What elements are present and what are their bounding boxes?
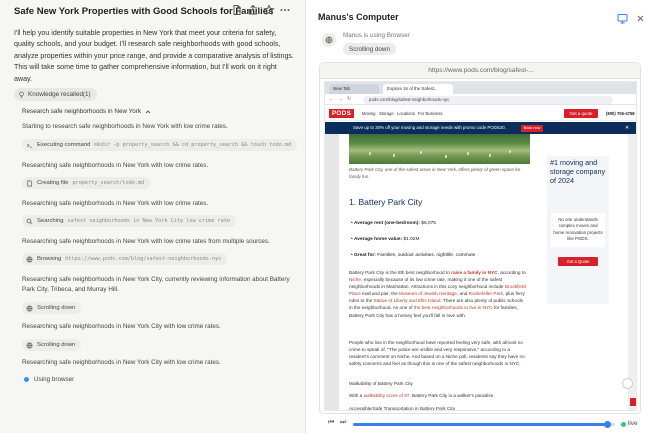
computer-title: Manus's Computer	[318, 12, 399, 22]
site-header	[325, 106, 637, 121]
pods-logo[interactable]: PODS	[329, 109, 354, 118]
tool-chip-label: Scrolling down	[37, 305, 76, 311]
reload-icon[interactable]: ↻	[347, 96, 352, 102]
fact-great-for: • Great for: Families, outdoor activities, nightlife, commute	[351, 253, 476, 258]
browser-url: https://www.pods.com/blog/safest-...	[320, 63, 641, 79]
globe-icon	[26, 305, 33, 312]
progress-slider[interactable]	[353, 423, 615, 426]
article-paragraph: People who live in the neighborhood have reported feeling very safe, with almost no crime to speak of. "The police are visible and very responsive," according to a resident's comment on Niche. And based on a Niche poll, residents say they have no safety concerns and feel as though this is one of the safest neighborhoods in NYC.	[349, 340, 525, 367]
chat-pane	[0, 0, 305, 433]
site-phone[interactable]: (800) 706-4758	[606, 111, 635, 116]
tool-chip-label: Scrolling down	[37, 342, 76, 348]
tool-chip-execute[interactable]	[22, 139, 297, 151]
chevron-up-icon	[145, 109, 151, 115]
page-gutter	[325, 134, 339, 411]
fact-value: $6,075	[421, 221, 436, 226]
tool-avatar	[322, 33, 336, 47]
floating-badge[interactable]	[630, 398, 637, 406]
fact-rent: • Average rent (one-bedroom): $6,075	[351, 221, 436, 226]
globe-icon	[26, 342, 33, 349]
tool-chip-browse[interactable]	[22, 253, 227, 265]
assistant-message: I'll help you identify suitable properties in New York that meet your criteria for safety, quality schools, and your budget. I'll research safe neighborhoods with good schools, analyze properties within your price range, and provide a comparative analysis of listings. This will take some time to gather comprehensive information, but I'll work on it right away.	[14, 29, 294, 83]
tool-chip-scroll[interactable]	[22, 339, 81, 351]
back-icon[interactable]: ←	[329, 96, 334, 102]
chrome-tab-active[interactable]: Explore 16 of the Safest...	[383, 84, 453, 94]
subsection-title: Accessible/Safe Transportation in Battery Park City	[349, 406, 456, 411]
ad-quote-button[interactable]: Get a Quote	[558, 257, 598, 266]
computer-action-chip: Scrolling down	[343, 43, 396, 55]
edit-file-icon	[26, 180, 33, 187]
task-title: Safe New York Properties with Good Schools for Families	[14, 6, 274, 17]
status-line: Researching safe neighborhoods in New York with low crime rates.	[22, 200, 209, 207]
forward-icon[interactable]: →	[338, 96, 343, 102]
ad-title: #1 moving and storage company of 2024	[550, 158, 606, 185]
fact-home-value: • Average home value: $1.02M	[351, 237, 420, 242]
knowledge-pill-label: Knowledge recalled(1)	[28, 91, 91, 98]
document-icon[interactable]	[231, 4, 243, 16]
task-header	[0, 0, 305, 22]
sidebar-ad	[547, 156, 609, 304]
status-line: Researching safe neighborhoods in New York City, currently reviewing information about Battery Park City, Tribeca, and Murray Hill.	[22, 276, 290, 293]
knowledge-recalled-pill[interactable]	[14, 88, 97, 101]
search-icon	[26, 218, 33, 225]
activity-dot	[24, 377, 29, 382]
active-step-label: Using browser	[34, 376, 75, 383]
link[interactable]: walkability score of 97	[363, 393, 410, 398]
link[interactable]: Niche	[349, 277, 361, 283]
fact-key: Average rent (one-bedroom):	[354, 221, 420, 226]
promo-text: Save up to 20% off your moving and storage needs with promo code PODS20.	[353, 125, 506, 130]
step-title: Research safe neighborhoods in New York	[22, 108, 142, 115]
link[interactable]: the best neighborhoods to live in NYC	[413, 305, 493, 311]
ad-body: No one understands complex moves and home renovation projects like PODS.	[551, 213, 605, 247]
close-icon[interactable]: ✕	[625, 125, 630, 131]
nav-locations[interactable]: Locations	[397, 111, 415, 116]
link[interactable]: Museum of Jewish Heritage	[399, 291, 457, 297]
tool-chip-label: Browsing	[37, 256, 62, 262]
get-quote-button[interactable]: Get a quote	[564, 109, 598, 118]
tool-chip-label: Creating file	[37, 180, 69, 186]
share-icon[interactable]	[247, 4, 259, 16]
nav-moving[interactable]: Moving	[362, 111, 376, 116]
progress-handle[interactable]	[604, 421, 611, 428]
browser-viewer	[319, 62, 641, 414]
playback-bar	[306, 414, 650, 433]
link[interactable]: Statue of Liberty and Ellis Island	[373, 298, 441, 304]
tool-chip-label: Executing command	[37, 142, 91, 148]
status-line: Researching safe neighborhoods in New York City with low crime rates.	[22, 359, 221, 366]
fact-key: Average home value:	[354, 237, 403, 242]
tool-chip-search[interactable]	[22, 215, 236, 227]
promo-banner	[325, 122, 637, 134]
section-heading: 1. Battery Park City	[349, 197, 423, 207]
live-label[interactable]: live	[628, 420, 638, 427]
book-now-button[interactable]: Book now	[521, 125, 543, 132]
take-control-icon[interactable]	[617, 11, 628, 22]
photo-caption: Battery Park City, one of the safest areas in New York, offers plenty of green space for family fun.	[349, 167, 521, 179]
chrome-address-bar[interactable]: pods.com/blog/safest-neighborhoods-nyc	[363, 96, 613, 104]
fact-value: $1.02M	[403, 237, 420, 242]
globe-icon	[26, 256, 33, 263]
lightbulb-icon	[18, 91, 25, 98]
more-icon[interactable]	[279, 4, 291, 16]
globe-icon	[325, 36, 333, 44]
fact-value: Families, outdoor activities, nightlife, commute	[377, 253, 476, 258]
computer-pane	[306, 0, 650, 433]
tool-chip-arg: safest neighborhoods in New York City low crime rate	[67, 218, 230, 224]
tool-chip-label: Searching	[37, 218, 64, 224]
live-indicator	[621, 422, 626, 427]
chrome-toolbar	[325, 94, 637, 105]
tool-chip-arg: https://www.pods.com/blog/safest-neighborhoods-nyc	[65, 256, 222, 262]
computer-status: Manus is using Browser	[343, 32, 410, 39]
step-header[interactable]	[22, 108, 151, 115]
status-line: Researching safe neighborhoods in New York with low crime rates from multiple sources.	[22, 238, 270, 245]
subsection-title: Walkability of Battery Park City	[349, 381, 413, 386]
minimize-icon[interactable]	[635, 11, 646, 22]
skip-forward-icon[interactable]: ⏭	[340, 419, 347, 426]
link[interactable]: raise a family in NYC	[451, 270, 498, 275]
park-photo	[349, 134, 530, 164]
tool-chip-scroll[interactable]	[22, 302, 81, 314]
article-paragraph: Battery Park City is the 8th best neighborhood to raise a family in NYC, according to Niche, especially because of its low crime rate, making it one of the safest neighborhoods in Manhattan. Attractions in this cozy neighborhood include Brookfield Place mall and pier, the Museum of Jewish Heritage, and Rockefeller Park, plus ferry rides to the Statue of Liberty and Ellis Island. There are also plenty of public schools in the neighborhood. As one of the best neighborhoods to live in NYC for families, Battery Park City has a homey feel you'll fall in love with.	[349, 270, 526, 318]
tool-chip-arg: mkdir -p property_search && cd property_search && touch todo.md	[94, 142, 292, 148]
status-line: Researching safe neighborhoods in New York City with low crime rates.	[22, 323, 221, 330]
link[interactable]: Rockefeller Park	[468, 291, 504, 297]
terminal-icon	[26, 142, 33, 149]
article-paragraph: With a walkability score of 97, Battery Park City is a walker's paradise.	[349, 393, 495, 398]
nav-storage[interactable]: Storage	[379, 111, 394, 116]
progress-fill	[353, 423, 607, 426]
page-gutter	[628, 134, 637, 411]
tool-chip-arg: property_search/todo.md	[72, 180, 145, 186]
status-line: Researching safe neighborhoods in New York with low crime rates.	[22, 162, 209, 169]
star-icon[interactable]	[263, 4, 275, 16]
browser-screenshot[interactable]	[324, 81, 637, 411]
link[interactable]: Brookfield Place	[349, 284, 526, 297]
support-chat-icon[interactable]	[622, 378, 633, 389]
skip-back-icon[interactable]: ⏮	[328, 419, 335, 426]
chrome-tab-strip	[325, 82, 637, 94]
chrome-tab[interactable]: New Tab	[329, 84, 379, 94]
nav-business[interactable]: For Business	[418, 111, 443, 116]
active-step	[24, 376, 74, 383]
status-line: Starting to research safe neighborhoods in New York with low crime rates.	[22, 123, 228, 130]
tool-chip-create-file[interactable]	[22, 177, 150, 189]
fact-key: Great for:	[354, 253, 376, 258]
